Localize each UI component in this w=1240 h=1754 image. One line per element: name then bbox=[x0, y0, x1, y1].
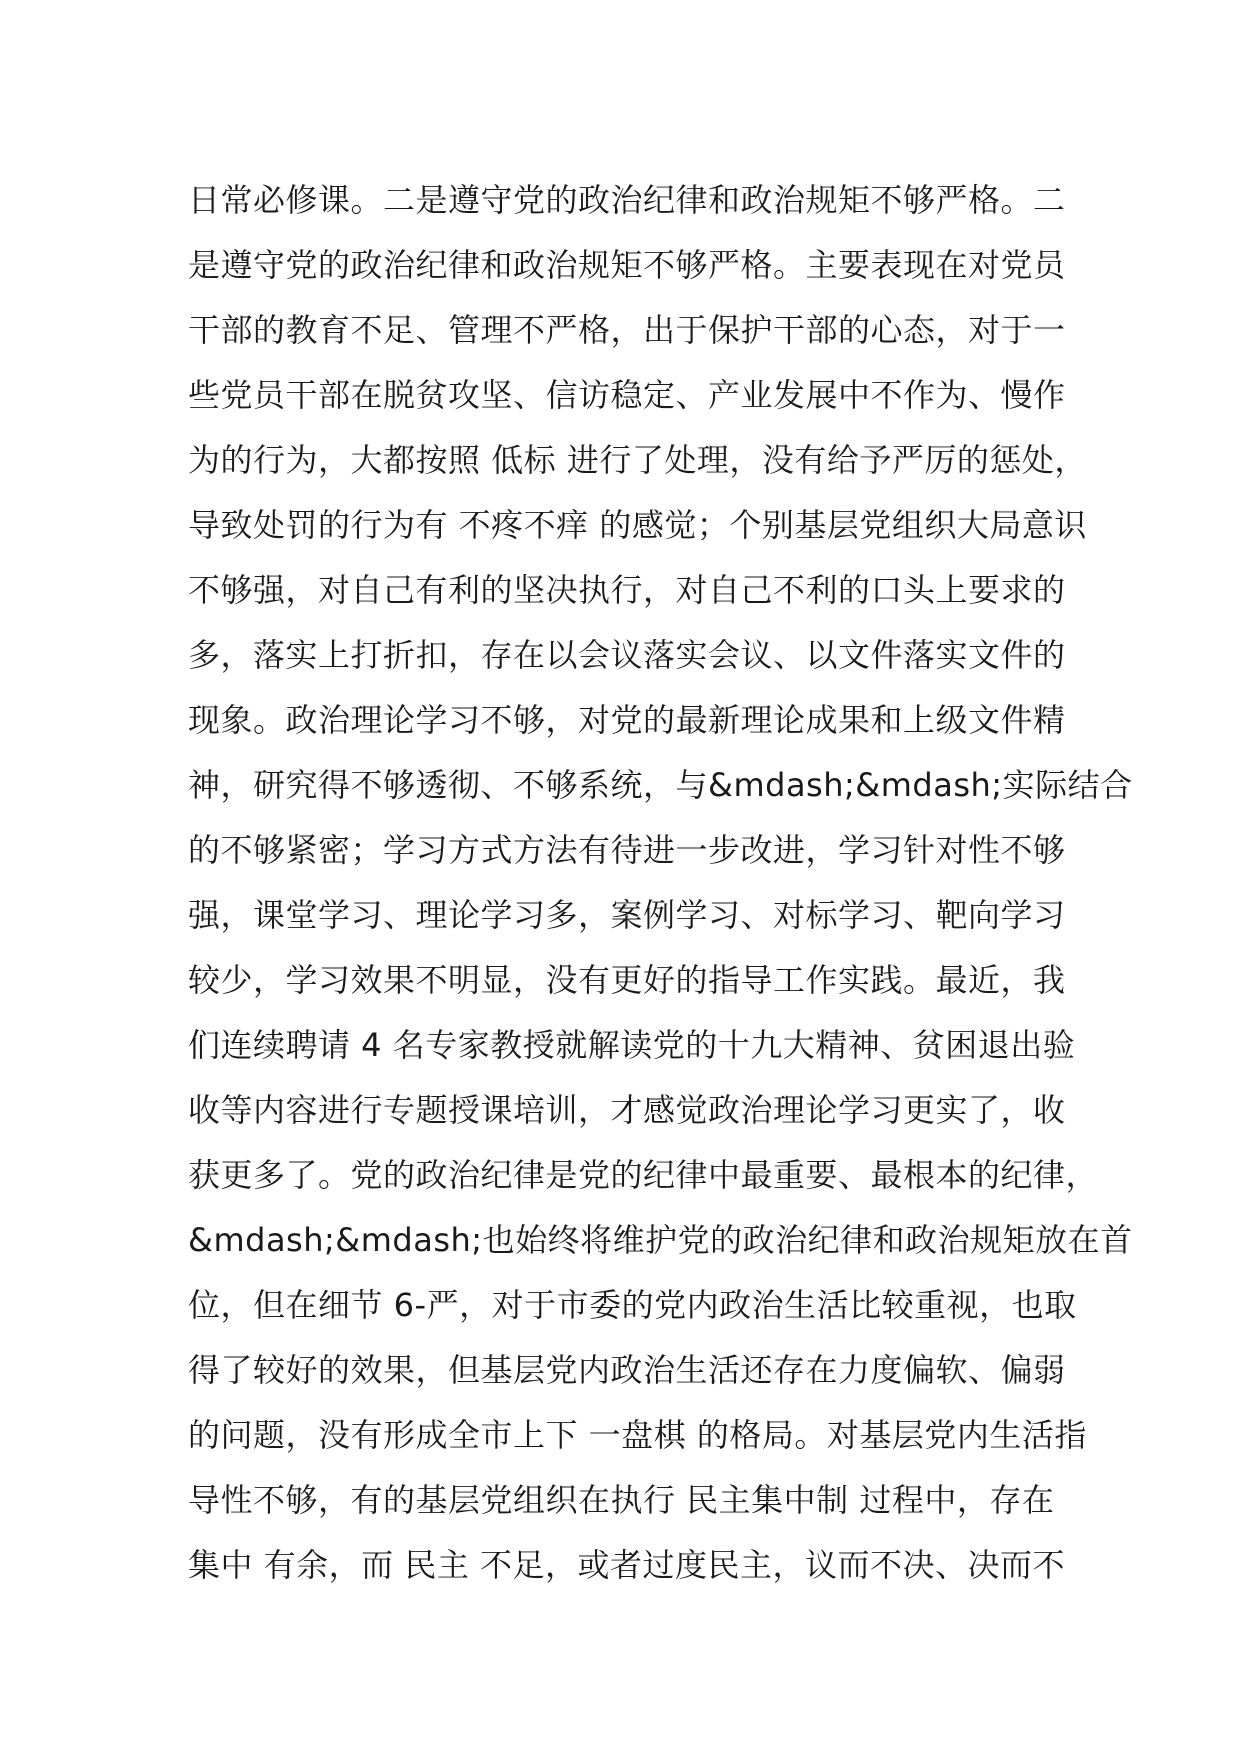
text-line: 获更多了。党的政治纪律是党的纪律中最重要、最根本的纪律， bbox=[188, 1156, 1099, 1194]
text-line: 些党员干部在脱贫攻坚、信访稳定、产业发展中不作为、慢作 bbox=[188, 376, 1066, 414]
body-text bbox=[188, 168, 1133, 1598]
text-line: &mdash;&mdash;也始终将维护党的政治纪律和政治规矩放在首 bbox=[188, 1221, 1133, 1259]
text-line: 集中 有余，而 民主 不足，或者过度民主，议而不决、决而不 bbox=[188, 1546, 1066, 1584]
text-line: 强，课堂学习、理论学习多，案例学习、对标学习、靶向学习 bbox=[188, 896, 1066, 934]
text-line: 现象。政治理论学习不够，对党的最新理论成果和上级文件精 bbox=[188, 701, 1066, 739]
text-line: 多，落实上打折扣，存在以会议落实会议、以文件落实文件的 bbox=[188, 636, 1066, 674]
text-line: 的不够紧密；学习方式方法有待进一步改进，学习针对性不够 bbox=[188, 831, 1066, 869]
text-line: 导性不够，有的基层党组织在执行 民主集中制 过程中，存在 bbox=[188, 1481, 1055, 1519]
text-line: 日常必修课。二是遵守党的政治纪律和政治规矩不够严格。二 bbox=[188, 181, 1066, 219]
text-line: 位，但在细节 6-严，对于市委的党内政治生活比较重视，也取 bbox=[188, 1286, 1077, 1324]
text-line: 较少，学习效果不明显，没有更好的指导工作实践。最近，我 bbox=[188, 961, 1066, 999]
text-line: 导致处罚的行为有 不疼不痒 的感觉；个别基层党组织大局意识 bbox=[188, 506, 1087, 544]
text-line: 是遵守党的政治纪律和政治规矩不够严格。主要表现在对党员 bbox=[188, 246, 1066, 284]
text-line: 神，研究得不够透彻、不够系统，与&mdash;&mdash;实际结合 bbox=[188, 766, 1133, 804]
text-line: 收等内容进行专题授课培训，才感觉政治理论学习更实了，收 bbox=[188, 1091, 1066, 1129]
text-line: 得了较好的效果，但基层党内政治生活还存在力度偏软、偏弱 bbox=[188, 1351, 1066, 1389]
text-line: 为的行为，大都按照 低标 进行了处理，没有给予严厉的惩处， bbox=[188, 441, 1087, 479]
text-line: 干部的教育不足、管理不严格，出于保护干部的心态，对于一 bbox=[188, 311, 1066, 349]
text-line: 们连续聘请 4 名专家教授就解读党的十九大精神、贫困退出验 bbox=[188, 1026, 1076, 1064]
text-line: 不够强，对自己有利的坚决执行，对自己不利的口头上要求的 bbox=[188, 571, 1066, 609]
text-line: 的问题，没有形成全市上下 一盘棋 的格局。对基层党内生活指 bbox=[188, 1416, 1087, 1454]
